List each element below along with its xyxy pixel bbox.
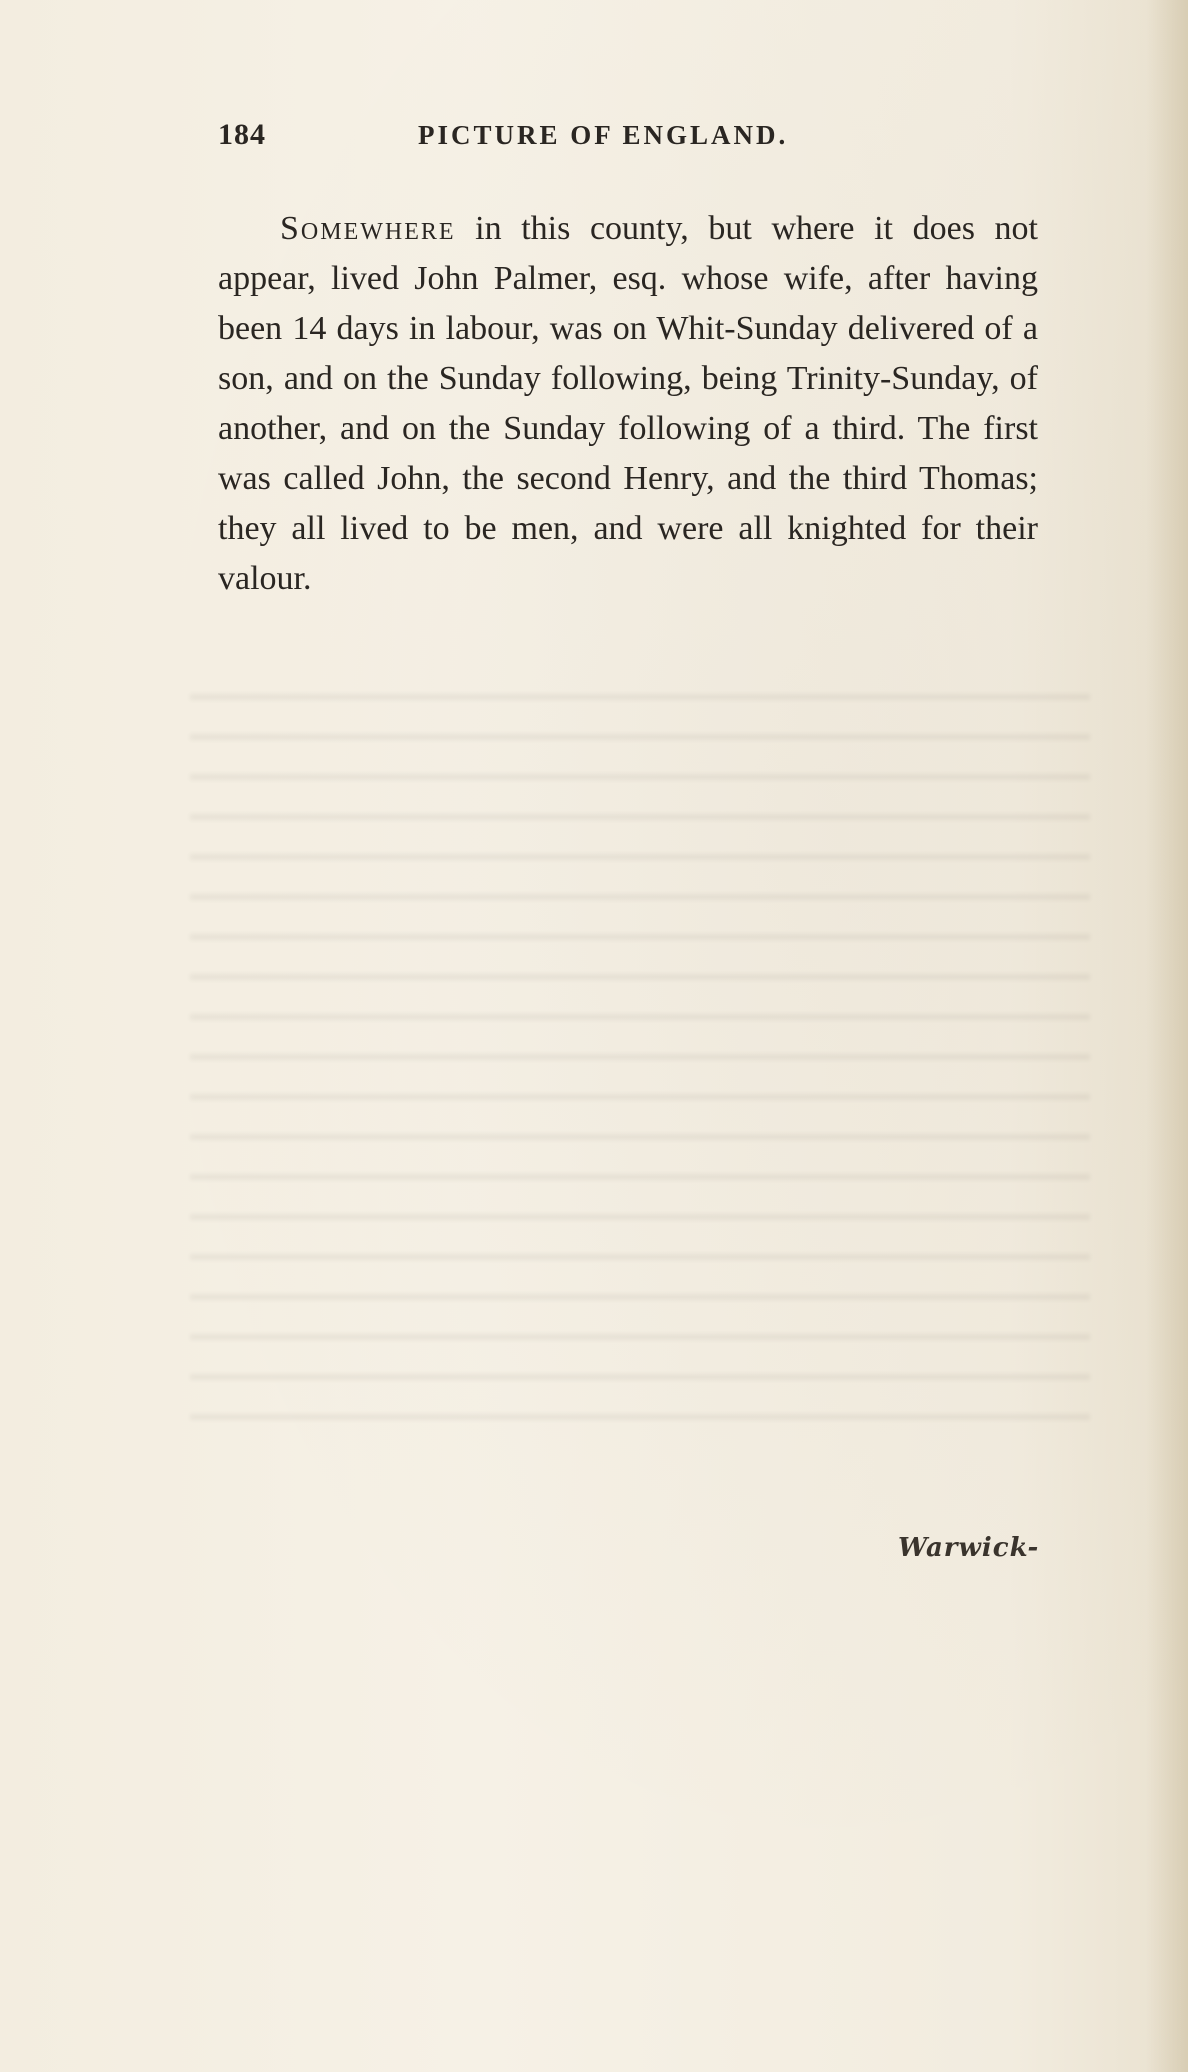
catchword: Warwick- — [898, 1533, 1040, 1563]
show-through-texture — [190, 660, 1090, 1440]
lead-word: Somewhere — [280, 210, 456, 247]
running-title: PICTURE OF ENGLAND. — [418, 120, 789, 150]
page-number: 184 — [218, 118, 266, 151]
body-paragraph — [218, 204, 1038, 604]
page-edge-shadow — [1146, 0, 1188, 2072]
paragraph-text: in this county, but where it does not appear, lived John Palmer, esq. whose wife, after having been 14 days in labour, was on Whit-Sunday delivered of a son, and on the Sunday following, being Trinity-Sunday, of another, and on the Sunday following of a third. The first was called John, the second Henry, and the third Thomas; they all lived to be men, and were all knighted for their valour. — [218, 210, 1038, 597]
running-head — [218, 118, 978, 158]
